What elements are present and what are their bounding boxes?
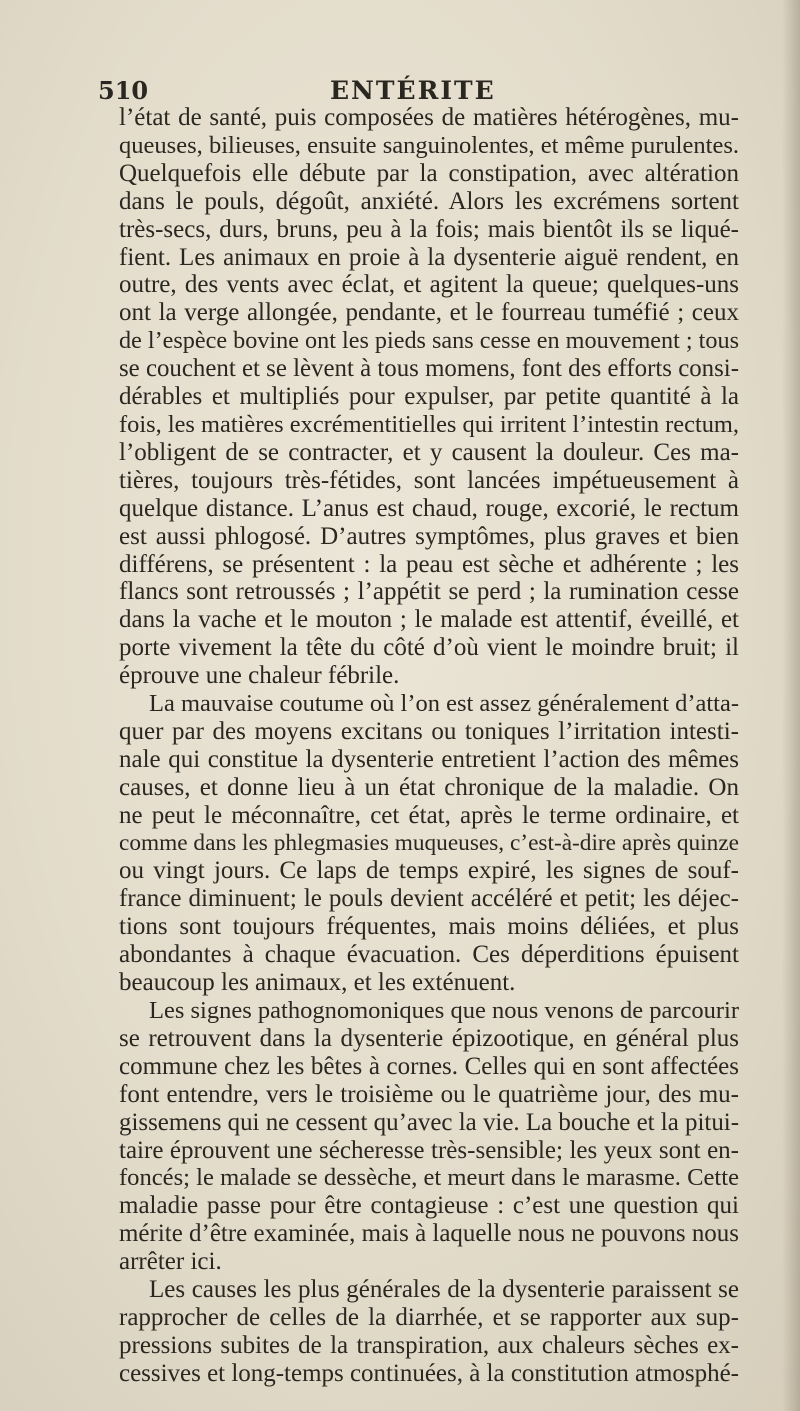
paragraph-end-line: arrêter ici.	[119, 1248, 222, 1276]
text-line: font entendre, vers le troisième ou le quatrième jour, des mu-	[119, 1080, 739, 1108]
text-line: dérables et multipliés pour expulser, par petite quantité à la	[119, 383, 739, 411]
text-line: maladie passe pour être contagieuse : c’est une question qui	[119, 1192, 739, 1220]
text-line: très-secs, durs, bruns, peu à la fois; mais bientôt ils se liqué-	[119, 215, 739, 243]
text-line: france diminuent; le pouls devient accéléré et petit; les déjec-	[119, 885, 739, 913]
text-line: Quelquefois elle débute par la constipation, avec altération	[119, 159, 739, 187]
page-edge-shadow	[782, 0, 800, 1411]
text-line: dans la vache et le mouton ; le malade est attentif, éveillé, et	[119, 606, 739, 634]
text-line: porte vivement la tête du côté d’où vient le moindre bruit; il	[119, 634, 739, 662]
text-line: ou vingt jours. Ce laps de temps expiré, les signes de souf-	[119, 857, 739, 885]
text-line: dans le pouls, dégoût, anxiété. Alors les excrémens sortent	[119, 187, 739, 215]
body-text	[119, 104, 739, 1388]
text-line: abondantes à chaque évacuation. Ces déperditions épuisent	[119, 941, 739, 969]
paragraph-start-line: La mauvaise coutume où l’on est assez généralement d’atta-	[149, 690, 739, 718]
text-line: fient. Les animaux en proie à la dysenterie aiguë rendent, en	[119, 243, 739, 271]
page-number: 510	[98, 76, 149, 105]
text-line: pressions subites de la transpiration, aux chaleurs sèches ex-	[119, 1331, 739, 1359]
running-title: ENTÉRITE	[330, 76, 496, 105]
paragraph-start-line: Les signes pathognomoniques que nous venons de parcourir	[149, 997, 739, 1024]
text-line: nale qui constitue la dysenterie entretient l’action des mêmes	[119, 745, 739, 773]
text-line: ont la verge allongée, pendante, et le fourreau tuméfié ; ceux	[119, 299, 739, 327]
paragraph-start-line: Les causes les plus générales de la dysenterie paraissent se	[149, 1276, 739, 1304]
text-line: taire éprouvent une sécheresse très-sensible; les yeux sont en-	[119, 1136, 739, 1164]
text-line: l’obligent de se contracter, et y causent la douleur. Ces ma-	[119, 438, 739, 466]
text-line: se couchent et se lèvent à tous momens, font des efforts consi-	[119, 355, 739, 383]
text-line: différens, se présentent : la peau est sèche et adhérente ; les	[119, 550, 739, 578]
text-line: de l’espèce bovine ont les pieds sans cesse en mouvement ; tous	[119, 327, 739, 355]
text-line: fois, les matières excrémentitielles qui irritent l’intestin rectum,	[119, 410, 739, 438]
text-line: cessives et long-temps continuées, à la constitution atmosphé-	[119, 1359, 739, 1387]
text-line: tions sont toujours fréquentes, mais moins déliées, et plus	[119, 913, 739, 941]
text-line: tières, toujours très-fétides, sont lancées impétueusement à	[119, 466, 739, 494]
text-line: est aussi phlogosé. D’autres symptômes, plus graves et bien	[119, 522, 739, 550]
text-line: se retrouvent dans la dysenterie épizootique, en général plus	[119, 1024, 739, 1052]
text-line: foncés; le malade se dessèche, et meurt dans le marasme. Cette	[119, 1164, 739, 1192]
text-line: l’état de santé, puis composées de matières hétérogènes, mu-	[119, 104, 739, 131]
text-line: flancs sont retroussés ; l’appétit se perd ; la rumination cesse	[119, 578, 739, 606]
text-line: quelque distance. L’anus est chaud, rouge, excorié, le rectum	[119, 494, 739, 522]
text-line: gissemens qui ne cessent qu’avec la vie. La bouche et la pitui-	[119, 1108, 739, 1136]
paragraph-end-line: éprouve une chaleur fébrile.	[119, 662, 400, 690]
text-line: commune chez les bêtes à cornes. Celles qui en sont affectées	[119, 1052, 739, 1080]
text-line: queuses, bilieuses, ensuite sanguinolentes, et même purulentes.	[119, 131, 739, 159]
text-line: comme dans les phlegmasies muqueuses, c’est-à-dire après quinze	[119, 829, 739, 856]
text-line: mérite d’être examinée, mais à laquelle nous ne pouvons nous	[119, 1220, 739, 1248]
text-line: quer par des moyens excitans ou toniques l’irritation intesti-	[119, 717, 739, 745]
text-line: outre, des vents avec éclat, et agitent la queue; quelques-uns	[119, 271, 739, 299]
text-line: ne peut le méconnaître, cet état, après le terme ordinaire, et	[119, 801, 739, 829]
text-line: causes, et donne lieu à un état chronique de la maladie. On	[119, 773, 739, 801]
text-line: rapprocher de celles de la diarrhée, et se rapporter aux sup-	[119, 1303, 739, 1331]
paragraph-end-line: beaucoup les animaux, et les exténuent.	[119, 969, 516, 997]
